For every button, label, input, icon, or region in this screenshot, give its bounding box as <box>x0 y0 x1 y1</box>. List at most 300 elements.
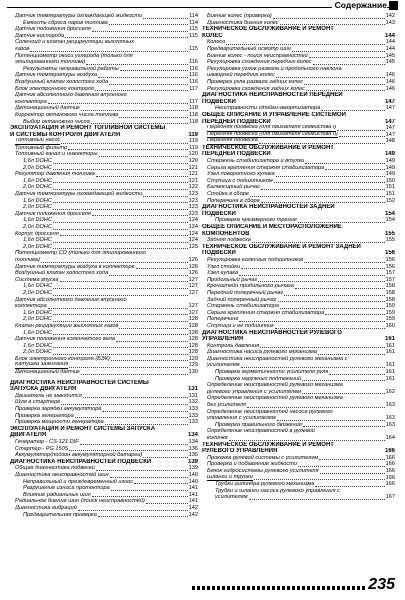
toc-entry <box>202 244 395 251</box>
toc-entry <box>10 479 198 486</box>
toc-entry-page: 158 <box>385 296 395 303</box>
toc-entry-title: Топливный насос <box>15 138 61 144</box>
toc-leader-dots <box>53 169 188 170</box>
toc-entry-page: 156 <box>385 263 395 270</box>
toc-entry <box>10 426 198 433</box>
toc-entry-page: 119 <box>189 144 198 151</box>
toc-entry <box>202 422 395 429</box>
toc-entry <box>10 66 198 73</box>
toc-entry-title: ОБЩЕЕ ОПИСАНИЕ И УПРАВЛЕНИЕ СИСТЕМОЙ <box>202 111 346 118</box>
toc-entry-title: 2,0л DOHC <box>23 349 52 356</box>
toc-leader-dots <box>92 215 188 216</box>
toc-leader-dots <box>53 347 188 348</box>
toc-leader-dots <box>48 103 188 104</box>
toc-entry <box>202 402 395 409</box>
toc-entry-page: 133 <box>188 412 198 419</box>
toc-entry-title: Корректор октанового числа топлива <box>15 111 119 118</box>
toc-entry <box>10 20 198 27</box>
toc-leader-dots <box>48 308 188 309</box>
toc-entry <box>10 465 198 472</box>
toc-entry-page: 149 <box>385 171 395 178</box>
toc-entry <box>10 290 198 297</box>
toc-leader-dots <box>239 321 384 322</box>
toc-leader-dots <box>30 51 188 52</box>
toc-leader-dots <box>304 84 384 85</box>
toc-entry <box>202 303 395 310</box>
toc-entry-title: 1,6л DOHC <box>23 158 52 165</box>
toc-entry <box>10 171 198 178</box>
toc-entry-page: 161 <box>385 362 395 369</box>
toc-entry <box>10 362 198 369</box>
toc-entry-page: 152 <box>385 197 395 204</box>
toc-leader-dots <box>305 163 384 164</box>
toc-entry-page: 150 <box>385 177 395 184</box>
toc-entry-title: Передняя подвеска <box>207 138 258 144</box>
toc-entry-title: Диагностика неисправностей рулевого механизма с <box>207 355 348 362</box>
toc-leader-dots <box>329 374 384 375</box>
toc-leader-dots <box>277 420 385 421</box>
toc-entry-page: 128 <box>188 349 198 356</box>
toc-leader-dots <box>53 222 188 223</box>
toc-entry-page: 124 <box>188 217 198 224</box>
toc-entry <box>10 244 198 251</box>
toc-entry-page: 149 <box>384 151 395 158</box>
toc-entry-title: Потенциометр СО (только для этилированного <box>15 250 147 257</box>
toc-entry-page: 149 <box>385 158 395 165</box>
toc-leader-dots <box>78 510 188 511</box>
toc-entry-title: Кронштейн продольного рычага <box>207 283 294 290</box>
toc-entry-title: ОБЩЕЕ ОПИСАНИЕ И МЕСТОРАСПОЛОЖЕНИЕ <box>202 224 342 230</box>
toc-entry <box>10 198 198 205</box>
toc-leader-dots <box>319 459 384 460</box>
toc-entry-page: 121 <box>188 177 198 184</box>
toc-entry-title: Датчик температуры воздуха в коллекторе <box>15 263 135 270</box>
toc-leader-dots <box>95 90 188 91</box>
toc-entry <box>202 125 395 132</box>
toc-leader-dots <box>309 57 385 58</box>
toc-entry <box>202 145 395 152</box>
toc-entry <box>202 39 395 46</box>
toc-entry-title: ТЕХНИЧЕСКОЕ ОБСЛУЖИВАНИЕ И РЕМОНТ <box>202 26 334 33</box>
toc-entry <box>202 119 395 126</box>
toc-entry <box>10 92 198 99</box>
toc-entry-page: 123 <box>188 210 198 217</box>
toc-leader-dots <box>258 281 384 282</box>
toc-entry-page: 166 <box>385 467 395 474</box>
toc-entry-title: 1,6л DOHC <box>23 329 52 336</box>
toc-entry-title: Датчик абсолютного давления впускного <box>15 296 127 303</box>
toc-entry-page: 147 <box>385 131 395 138</box>
toc-entry <box>202 250 395 257</box>
toc-entry-title: Блок электронного контроля <box>15 85 94 92</box>
toc-entry-page: 142 <box>385 13 395 19</box>
toc-entry <box>202 151 395 158</box>
toc-entry-title: Ступица и ее подшипник <box>207 322 274 329</box>
toc-entry <box>10 125 198 132</box>
toc-leader-dots <box>292 51 385 52</box>
toc-entry <box>10 446 198 453</box>
toc-entry-page: 133 <box>188 419 198 426</box>
toc-leader-dots <box>60 281 188 282</box>
toc-entry-title: ДИАГНОСТИКА НЕИСПРАВНОСТЕЙ ПОДВЕСКИ <box>10 458 152 465</box>
toc-leader-dots <box>306 90 385 91</box>
toc-entry <box>10 224 198 231</box>
toc-entry-title: РУЛЕВОГО УПРАВЛЕНИЯ <box>202 448 278 455</box>
toc-entry-title: 1,6л DOHC <box>23 197 52 204</box>
toc-entry-title: Предварительный осмотр шин <box>207 45 291 52</box>
toc-entry <box>10 151 198 158</box>
toc-entry <box>10 343 198 350</box>
toc-entry <box>202 198 395 205</box>
toc-entry-title: Емкость сброса паров топлива <box>23 19 108 26</box>
toc-entry <box>202 475 395 482</box>
toc-leader-dots <box>96 176 188 177</box>
toc-leader-dots <box>280 308 385 309</box>
toc-entry-title: Стержень стабилизатора и втулки <box>207 158 305 165</box>
toc-entry-title: Аккумулятор(подзон аккумуляторной батареи) <box>15 452 143 459</box>
toc-entry-page: 115 <box>189 32 198 39</box>
toc-leader-dots <box>325 314 384 315</box>
toc-entry-page: 131 <box>188 392 198 399</box>
toc-entry <box>10 86 198 93</box>
toc-entry <box>202 72 395 79</box>
toc-entry-title: ПЕРЕДНЕЙ ПОДВЕСКИ <box>202 151 271 158</box>
toc-entry-page: 127 <box>188 303 198 310</box>
toc-entry-title: Регулятор давления топлива <box>15 171 95 178</box>
toc-entry <box>202 330 395 337</box>
toc-entry <box>202 369 395 376</box>
toc-entry-page: 147 <box>385 125 395 132</box>
toc-leader-dots <box>275 328 385 329</box>
toc-leader-dots <box>65 37 188 38</box>
toc-entry-page: 147 <box>384 98 395 105</box>
toc-entry-title: коллектора <box>15 98 47 105</box>
toc-entry-page: 158 <box>385 289 395 296</box>
toc-entry-title: Узел стойки <box>207 263 241 270</box>
toc-entry-title: Корпус дросселя <box>15 230 59 237</box>
toc-entry-page: 134 <box>187 432 198 439</box>
toc-entry <box>202 20 395 27</box>
toc-entry <box>10 349 198 356</box>
toc-entry-page: 126 <box>188 256 198 263</box>
toc-entry-page: 124 <box>188 224 198 230</box>
toc-entry <box>10 419 198 426</box>
toc-entry-title: Определение неисправностей насоса рулевого <box>207 408 333 415</box>
toc-leader-dots <box>134 483 188 484</box>
toc-entry <box>202 461 395 468</box>
toc-leader-dots <box>109 275 187 276</box>
toc-entry <box>10 145 198 152</box>
toc-entry-title: 2,0л DOHC <box>23 204 52 211</box>
toc-entry-page: 133 <box>188 406 198 413</box>
toc-leader-dots <box>53 209 188 210</box>
toc-entry-title: Датчик абсолютного давления впускного <box>15 92 127 99</box>
toc-entry-page: 141 <box>188 485 198 492</box>
toc-entry <box>10 283 198 290</box>
toc-leader-dots <box>303 426 385 427</box>
toc-leader-dots <box>53 295 188 296</box>
toc-entry <box>10 237 198 244</box>
toc-entry-title: Проверка зарядки аккумулятора <box>15 406 102 413</box>
toc-entry-title: Радиальное биение шин (поиск неисправностей) <box>15 498 145 505</box>
toc-entry-page: 128 <box>188 316 198 323</box>
toc-leader-dots <box>99 156 188 157</box>
toc-entry-title: 1,6л DOHC <box>23 283 52 290</box>
toc-entry <box>202 105 395 112</box>
toc-entry <box>10 492 198 499</box>
toc-entry-page: 115 <box>189 45 198 52</box>
toc-entry-title: 1,6л DOHC <box>23 342 52 349</box>
toc-entry-title: Двигатель не заводится <box>15 392 82 399</box>
toc-entry-title: Стартер - PG 150S <box>15 445 69 452</box>
toc-leader-dots <box>276 77 385 78</box>
toc-entry <box>10 165 198 172</box>
toc-entry-page: 149 <box>385 164 395 171</box>
toc-leader-dots <box>53 189 188 190</box>
toc-entry-title: Узел поворотного кулака <box>207 171 275 178</box>
toc-entry <box>10 406 198 413</box>
toc-leader-dots <box>298 222 385 223</box>
toc-entry-title: Бачок гидросистемы рулевого усилителя <box>207 467 319 474</box>
toc-leader-dots <box>250 196 385 197</box>
toc-entry <box>202 409 395 416</box>
toc-entry-title: ТЕХНИЧЕСКОЕ ОБСЛУЖИВАНИЕ И РЕМОНТ ЗАДНЕЙ <box>202 243 361 250</box>
toc-entry <box>202 468 395 475</box>
toc-entry <box>202 224 395 231</box>
toc-entry-page: 154 <box>385 217 395 224</box>
toc-entry-title: Регулировка схождения передних колес <box>207 59 312 66</box>
toc-leader-dots <box>241 268 385 269</box>
toc-entry <box>10 72 198 79</box>
toc-entry <box>10 204 198 211</box>
toc-entry-page: 140 <box>188 478 198 485</box>
toc-entry-page: 126 <box>188 263 198 270</box>
toc-entry-page: 163 <box>385 402 395 409</box>
toc-entry-title: Датчик температуры охлаждающей жидкости <box>15 191 143 198</box>
toc-entry <box>202 442 395 449</box>
toc-entry-page: 127 <box>188 289 198 296</box>
toc-column-right <box>202 13 395 501</box>
toc-entry-title: 2,0л DOHC <box>23 316 52 323</box>
toc-entry <box>202 132 395 139</box>
toc-leader-dots <box>53 202 188 203</box>
toc-entry-title: ДИАГНОСТИКА НЕИСПРАВНОСТЕЙ ПЕРЕДНЕЙ <box>202 92 343 99</box>
toc-entry-title: Серьга крепления стержня стабилизатора <box>207 164 325 171</box>
toc-entry-title: Проверка мощности генератора <box>15 419 104 426</box>
toc-entry-title: этилированного топлива) <box>15 59 86 66</box>
toc-entry <box>10 386 198 393</box>
toc-leader-dots <box>81 374 188 375</box>
toc-leader-dots <box>98 77 188 78</box>
toc-entry-page: 116 <box>189 78 198 85</box>
toc-entry-page: 131 <box>187 386 198 393</box>
toc-entry <box>202 191 395 198</box>
toc-entry <box>202 66 395 73</box>
toc-entry-title: КОМПОНЕНТОВ <box>202 230 250 237</box>
toc-entry-title: Неисправности стойки-амортизатора <box>215 105 321 112</box>
toc-entry-page: 145 <box>385 59 395 66</box>
toc-entry-page: 141 <box>188 498 198 505</box>
toc-entry-title: Проверка наружных подтеканий <box>215 375 302 382</box>
toc-entry <box>10 39 198 46</box>
toc-leader-dots <box>313 64 385 65</box>
toc-entry-page: 151 <box>385 191 395 198</box>
toc-entry-page: 141 <box>188 491 198 498</box>
toc-entry-title: Задний поперечный рычаг <box>207 296 277 303</box>
toc-entry-title: Биение колес - поиск неисправностей <box>207 52 308 59</box>
toc-entry <box>202 277 395 284</box>
toc-entry-title: Передняя подвеска (для двигателя семейства II) <box>207 131 338 137</box>
toc-entry-title: Контроль давления <box>207 342 260 349</box>
toc-entry-title: Колесо <box>207 39 226 46</box>
toc-entry-title: Топливный фильтр <box>15 144 68 151</box>
toc-entry <box>202 237 395 244</box>
toc-entry <box>202 86 395 93</box>
toc-entry-title: 2,0л DOHC <box>23 243 52 250</box>
toc-leader-dots <box>302 380 385 381</box>
toc-entry-page: 144 <box>385 45 395 52</box>
toc-entry <box>10 112 198 119</box>
toc-entry-title: Прокачка рулевой системы с усилителем <box>207 454 319 461</box>
toc-leader-dots <box>68 149 188 150</box>
toc-entry <box>10 99 198 106</box>
toc-leader-dots <box>105 424 188 425</box>
toc-entry <box>202 349 395 356</box>
toc-entry-page: 156 <box>385 256 395 263</box>
toc-entry <box>10 270 198 277</box>
toc-leader-dots <box>278 301 385 302</box>
toc-entry-title: Регулировка углов развала и продольного наклона <box>207 65 342 72</box>
toc-entry-page: 120 <box>188 158 198 165</box>
toc-entry-title: Генератор - CS-121 DIF <box>15 439 79 445</box>
toc-entry-title: Биение колес (проверка) <box>207 13 272 19</box>
toc-entry <box>202 316 395 323</box>
toc-entry <box>10 33 198 40</box>
toc-entry <box>202 171 395 178</box>
toc-leader-dots <box>53 242 188 243</box>
toc-entry <box>202 290 395 297</box>
toc-entry-page: 118 <box>189 105 198 112</box>
toc-entry-title: 1,6л DOHC <box>23 237 52 244</box>
toc-entry-title: УПРАВЛЕНИЯ <box>202 336 244 343</box>
toc-entry-title: Система впуска <box>15 276 59 283</box>
toc-entry <box>202 217 395 224</box>
toc-leader-dots <box>226 44 384 45</box>
toc-entry-page: 166 <box>385 481 395 488</box>
toc-entry-title: рулевого управления с усилителем <box>207 388 301 395</box>
toc-leader-dots <box>53 314 188 315</box>
header-marker <box>389 1 398 10</box>
toc-entry-page: 157 <box>385 270 395 277</box>
toc-entry-title: И СИСТЕМЫ КОНТРОЛЯ ДВИГАТЕЛЯ <box>10 131 121 138</box>
toc-entry-page: 161 <box>385 369 395 376</box>
toc-entry-page: 167 <box>385 494 395 501</box>
toc-entry <box>10 184 198 191</box>
toc-entry <box>10 498 198 505</box>
toc-entry <box>10 452 198 459</box>
toc-entry-title: Блок электронного контроля (БЭК) <box>15 355 110 362</box>
toc-entry-page: 128 <box>188 336 198 343</box>
toc-entry-page: 162 <box>385 388 395 395</box>
toc-leader-dots <box>302 393 385 394</box>
toc-entry <box>10 399 198 406</box>
toc-entry-title: Датчик положения дросселя <box>15 26 91 33</box>
toc-entry <box>202 211 395 218</box>
toc-leader-dots <box>337 130 384 131</box>
toc-entry <box>202 297 395 304</box>
toc-leader-dots <box>81 110 188 111</box>
toc-entry <box>202 455 395 462</box>
toc-entry <box>202 488 395 495</box>
toc-leader-dots <box>120 70 188 71</box>
toc-entry-page: 148 <box>385 138 395 145</box>
toc-entry <box>10 393 198 400</box>
toc-leader-dots <box>53 334 188 335</box>
toc-entry-page: 123 <box>188 197 198 204</box>
toc-entry <box>202 343 395 350</box>
toc-entry-page: 142 <box>188 511 198 518</box>
toc-entry-page: 155 <box>384 230 395 237</box>
toc-entry-title: Детонационный датчик <box>15 369 80 376</box>
toc-entry-title: Датчик кислорода <box>15 32 65 39</box>
toc-entry <box>10 264 198 271</box>
toc-entry <box>10 158 198 165</box>
toc-entry-title: ЭКСПЛУАТАЦИЯ И РЕМОНТ ТОПЛИВНОЙ СИСТЕМЫ <box>10 125 166 132</box>
toc-entry-title: Шум в стартере <box>15 399 61 406</box>
page-header-title: Содержание <box>332 0 387 11</box>
toc-entry-title: Проверка правильного движения <box>215 421 302 428</box>
toc-entry <box>10 231 198 238</box>
toc-entry <box>10 316 198 323</box>
toc-leader-dots <box>247 407 385 408</box>
toc-entry <box>202 231 395 238</box>
toc-entry-title: ПОДВЕСКИ <box>202 210 236 217</box>
toc-entry <box>202 428 395 435</box>
toc-leader-dots <box>119 328 187 329</box>
toc-entry-page: 157 <box>385 276 395 283</box>
toc-entry-title: Датчик положения коленчатого вала <box>15 336 115 343</box>
toc-entry-title: усилителем <box>207 362 240 369</box>
toc-entry <box>202 53 395 60</box>
toc-entry <box>202 356 395 363</box>
toc-leader-dots <box>339 136 385 137</box>
toc-entry <box>202 59 395 66</box>
toc-entry-page: 146 <box>385 72 395 79</box>
toc-entry <box>202 362 395 369</box>
toc-entry-page: 124 <box>188 237 198 244</box>
toc-entry-page: 145 <box>385 52 395 59</box>
toc-entry <box>202 204 395 211</box>
toc-entry-title: колонке <box>207 435 228 441</box>
toc-entry <box>202 323 395 330</box>
toc-entry-title: Предварительная проверка <box>23 511 97 518</box>
toc-leader-dots <box>86 64 188 65</box>
page-number: 235 <box>368 576 395 593</box>
toc-entry-title: Трубки цилиндра рулевого механизма <box>215 481 315 488</box>
toc-entry-title: Клапан рециркуляции выхлопных газов <box>15 322 119 329</box>
toc-entry <box>10 432 198 439</box>
toc-entry-page: 155 <box>385 237 395 244</box>
toc-entry-title: топлива) <box>15 256 40 263</box>
toc-entry-page: 134 <box>188 439 198 445</box>
toc-entry-title: управления с усилителем <box>207 415 276 422</box>
toc-entry-page: 128 <box>188 322 198 329</box>
toc-leader-dots <box>274 182 385 183</box>
toc-entry-title: 2,0л DOHC <box>23 289 52 296</box>
toc-entry-title: ТЕХНИЧЕСКОЕ ОБСЛУЖИВАНИЕ И РЕМОНТ <box>202 441 334 448</box>
toc-entry-title: Общая диагностика подвески <box>15 465 95 472</box>
toc-entry-title: Катушка зажигания <box>15 362 69 368</box>
